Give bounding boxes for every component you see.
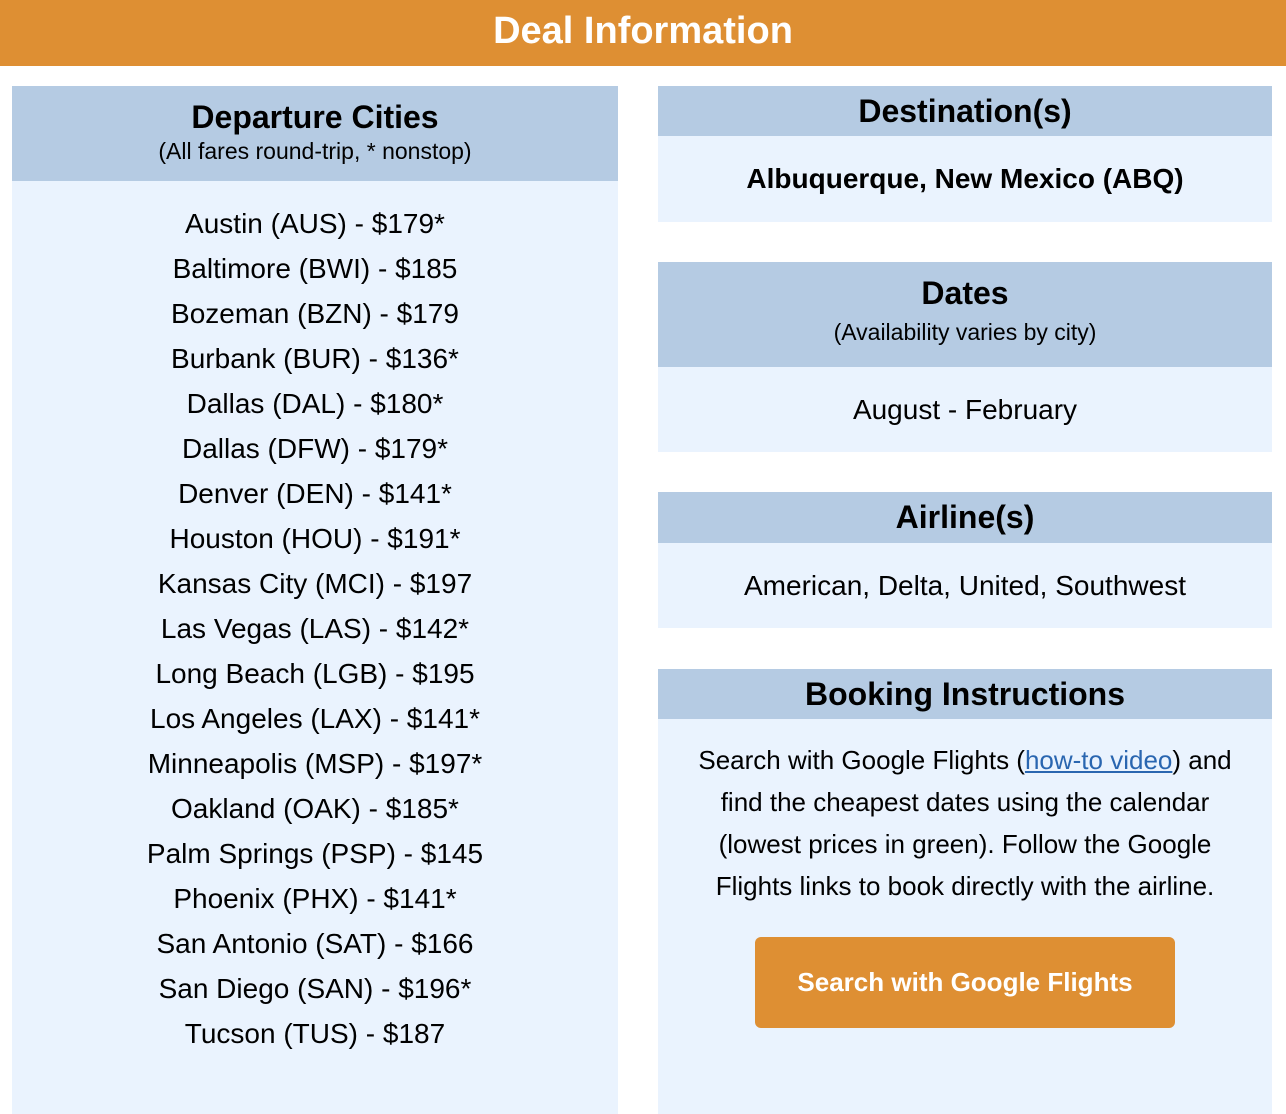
departure-city-item: Minneapolis (MSP) - $197*: [147, 748, 483, 779]
departure-city-item: Kansas City (MCI) - $197: [157, 568, 473, 599]
booking-instructions-title: Booking Instructions: [805, 676, 1125, 712]
departure-cities-header: [12, 86, 618, 181]
departure-cities-subtitle: (All fares round-trip, * nonstop): [158, 138, 472, 164]
airlines-header: [658, 492, 1272, 543]
departure-city-item: San Diego (SAN) - $196*: [158, 973, 472, 1004]
dates-title: Dates: [921, 275, 1009, 311]
booking-instructions-header: [658, 669, 1272, 719]
airlines-card: [658, 492, 1272, 628]
booking-text-after-link: ) and find the cheapest dates using the calendar (lowest prices in green). Follow the Google Flights links to book directly with the airline.: [715, 745, 1232, 901]
departure-city-item: Houston (HOU) - $191*: [169, 523, 461, 554]
airlines-value: American, Delta, United, Southwest: [744, 570, 1186, 601]
destination-value: Albuquerque, New Mexico (ABQ): [746, 163, 1184, 194]
departure-city-item: Palm Springs (PSP) - $145: [146, 838, 484, 869]
booking-instructions-text: [695, 739, 1235, 907]
booking-instructions-card: [658, 669, 1272, 1114]
departure-cities-panel: [12, 86, 618, 1114]
airlines-title: Airline(s): [895, 499, 1035, 535]
destination-header: [658, 86, 1272, 136]
departure-city-item: San Antonio (SAT) - $166: [156, 928, 474, 959]
departure-city-item: Tucson (TUS) - $187: [184, 1018, 446, 1049]
departure-city-item: Phoenix (PHX) - $141*: [173, 883, 457, 914]
departure-city-item: Oakland (OAK) - $185*: [171, 793, 459, 824]
how-to-video-link[interactable]: how-to video: [1024, 745, 1173, 775]
destination-title: Destination(s): [858, 93, 1072, 129]
departure-cities-title: Departure Cities: [191, 99, 439, 135]
departure-city-item: Long Beach (LGB) - $195: [155, 658, 475, 689]
departure-city-item: Burbank (BUR) - $136*: [171, 343, 459, 374]
dates-value: August - February: [852, 394, 1078, 425]
departure-city-item: Austin (AUS) - $179*: [185, 208, 445, 239]
deal-information-banner: Deal Information: [0, 0, 1286, 66]
booking-text-before-link: Search with Google Flights (: [698, 745, 1025, 775]
departure-city-item: Dallas (DFW) - $179*: [181, 433, 449, 464]
dates-subtitle: (Availability varies by city): [833, 319, 1097, 345]
departure-city-item: Los Angeles (LAX) - $141*: [150, 703, 480, 734]
destination-card: [658, 86, 1272, 222]
dates-card: [658, 262, 1272, 452]
departure-city-item: Bozeman (BZN) - $179: [171, 298, 459, 329]
departure-city-item: Denver (DEN) - $141*: [178, 478, 452, 509]
departure-city-item: Baltimore (BWI) - $185: [172, 253, 458, 284]
dates-header: [658, 262, 1272, 367]
departure-city-list: [12, 181, 618, 1056]
departure-city-item: Las Vegas (LAS) - $142*: [160, 613, 470, 644]
search-google-flights-button[interactable]: Search with Google Flights: [755, 937, 1175, 1028]
departure-city-item: Dallas (DAL) - $180*: [186, 388, 444, 419]
